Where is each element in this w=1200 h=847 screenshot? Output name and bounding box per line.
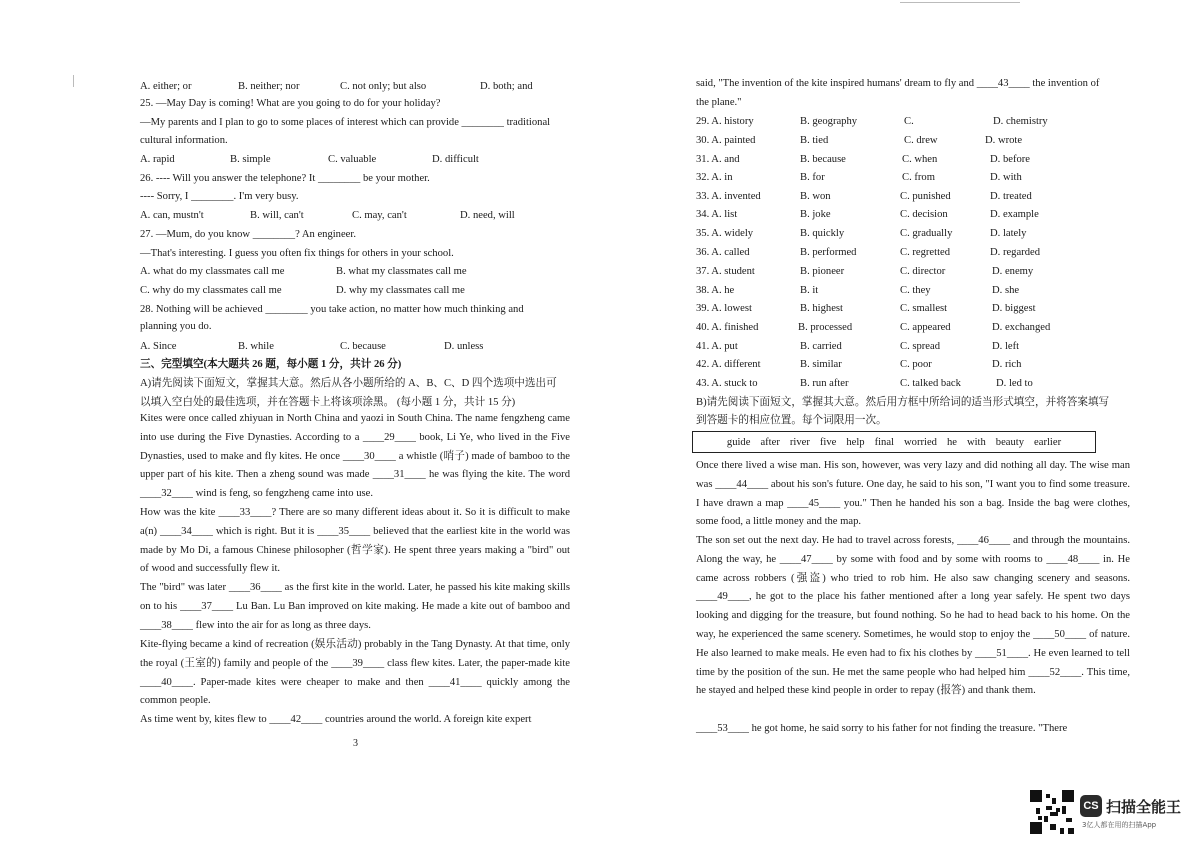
option-q25-opts-0: A. rapid [140,154,175,165]
option-q33-1: B. won [800,191,831,202]
text-line-q27-ans: —That's interesting. I guess you often fix things for others in your school. [140,248,454,259]
paragraph-passage-p5: As time went by, kites flew to ____42____ countries around the world. A foreign kite expert [140,714,532,725]
option-q43-2: C. talked back [900,378,961,389]
word-box [692,431,1096,453]
option-q26-opts-0: A. can, mustn't [140,210,204,221]
option-q26-opts-2: C. may, can't [352,210,407,221]
word-box-item: beauty [995,436,1025,448]
option-q25-opts-1: B. simple [230,154,271,165]
option-q34-3: D. example [990,209,1039,220]
option-q36-2: C. regretted [900,247,951,258]
option-q33-0: 33. A. invented [696,191,761,202]
cs-logo-icon: CS [1080,795,1102,817]
text-line-q25-stem: 25. —May Day is coming! What are you going to do for your holiday? [140,98,441,109]
paragraph-passage-p3: The "bird" was later ____36____ as the first kite in the world. Later, he passed his kite making skills on to his ____37____ Lu Ban. Lu Ban improved on kite making. He made a kite out of bamboo and ____38____ flew into the air for as long as three days. [140,582,570,631]
option-q33-2: C. punished [900,191,951,202]
text-line-sec3-a2: 以填入空白处的最佳选项，并在答题卡上将该项涂黑。 (每小题 1 分，共计 15 分) [140,397,516,408]
option-q32-3: D. with [990,172,1022,183]
option-q34-0: 34. A. list [696,209,738,220]
option-q25-opts-3: D. difficult [432,154,479,165]
camscanner-watermark [1030,790,1190,836]
word-box-item: river [789,436,810,448]
text-line-q27-stem: 27. —Mum, do you know ________? An engineer. [140,229,356,240]
text-line-q28-stem2: planning you do. [140,321,212,332]
paragraph-story-p2: The son set out the next day. He had to travel across forests, ____46____ and through the mountains. Along the way, he ____47____ by some with food and by some with rooms to ____48____ in. He came across robbers (强盗) who tried to rob him. He also saw changing scenery and seasons. ____49____, he got to the place his father mentioned after a long year safely. He spent two days looking and digging for the treasure, but found nothing. So he had to head back to his home. On the way, he experienced the same scenery. Sometimes, he would stop to enjoy the ____50____ of nature. He also learned to make meals. He even had to fix his clothes by ____51____. He even learned to tell time by the position of the sun. He met the same people who had helped him ____52____. This time, he stayed and helped these kind people in order to repay (报答) and thank them. [696,535,1130,697]
option-q31-2: C. when [902,154,938,165]
option-q36-1: B. performed [800,247,857,258]
option-q35-0: 35. A. widely [696,228,754,239]
option-q32-0: 32. A. in [696,172,733,183]
option-q28-opts-1: B. while [238,341,274,352]
word-box-item: he [946,436,957,448]
option-q24-opts-0: A. either; or [140,81,192,92]
option-q29-0: 29. A. history [696,116,754,127]
option-q30-0: 30. A. painted [696,135,756,146]
text-line-q26-ans: ---- Sorry, I ________. I'm very busy. [140,191,299,202]
paragraph-passage-p4: Kite-flying became a kind of recreation (娱乐活动) probably in the Tang Dynasty. At that time, only the royal (王室的) family and people of the ____39____ class flew kites. Later, the paper-made kite ____40____. Paper-made kites were cheaper to make and then ____41____ quickly among the common people. [140,639,570,707]
option-q29-3: D. chemistry [993,116,1048,127]
option-q24-opts-2: C. not only; but also [340,81,427,92]
option-q26-opts-3: D. need, will [460,210,515,221]
text-line-p5-cont1: said, "The invention of the kite inspired humans' dream to fly and ____43____ the invention of [696,78,1100,89]
option-q39-3: D. biggest [992,303,1036,314]
word-box-item: earlier [1034,436,1062,448]
option-q37-0: 37. A. student [696,266,755,277]
word-box-item: after [760,436,780,448]
word-box-item: with [966,436,986,448]
text-line-q25-ans2: cultural information. [140,135,228,146]
brand-name: 扫描全能王 [1106,798,1182,816]
text-line-p5-cont2: the plane." [696,97,742,108]
text-line-q25-ans: —My parents and I plan to go to some places of interest which can provide ________ traditional [140,117,551,128]
paragraph-story-p3: ____53____ he got home, he said sorry to his father for not finding the treasure. "There [696,723,1068,734]
text-line-q26-stem: 26. ---- Will you answer the telephone? It ________ be your mother. [140,173,430,184]
paragraph-story-p1: Once there lived a wise man. His son, however, was very lazy and did nothing all day. The wise man was ____44____ about his son's future. One day, he said to his son, "I want you to find some treasure. I have drawn a map ____45____ you." Then he handed his son a bag. Inside the bag were clothes, some food, a little money and the map. [696,460,1130,528]
option-q24-opts-3: D. both; and [480,81,533,92]
option-q38-2: C. they [900,285,931,296]
option-q39-0: 39. A. lowest [696,303,752,314]
option-q27-optC-1: D. why my classmates call me [336,285,465,296]
text-line-q28-stem: 28. Nothing will be achieved ________ you take action, no matter how much thinking and [140,304,524,315]
scan-edge-mark [73,75,74,87]
option-q42-1: B. similar [800,359,842,370]
option-q33-3: D. treated [990,191,1032,202]
option-q37-3: D. enemy [992,266,1034,277]
option-q30-3: D. wrote [985,135,1023,146]
option-q32-1: B. for [800,172,825,183]
option-q39-1: B. highest [800,303,843,314]
option-q36-3: D. regarded [990,247,1040,258]
option-q32-2: C. from [902,172,935,183]
option-q41-2: C. spread [900,341,941,352]
option-q28-opts-0: A. Since [140,341,177,352]
option-q43-1: B. run after [800,378,849,389]
word-box-item: guide [726,436,751,448]
page-number: 3 [353,738,358,749]
option-q31-3: D. before [990,154,1031,165]
option-q29-2: C. [904,116,914,127]
option-q41-3: D. left [992,341,1020,352]
option-q27-optC-0: C. why do my classmates call me [140,285,282,296]
option-q30-1: B. tied [800,135,829,146]
option-q40-3: D. exchanged [992,322,1051,333]
word-box-item: five [819,436,837,448]
text-line-secB-1: B)请先阅读下面短文，掌握其大意。然后用方框中所给词的适当形式填空，并将答案填写 [696,397,1110,408]
option-q34-1: B. joke [800,209,831,220]
brand-tagline: 3亿人都在用的扫描App [1082,821,1157,829]
option-q25-opts-2: C. valuable [328,154,377,165]
option-q28-opts-2: C. because [340,341,386,352]
option-q27-optA-1: B. what my classmates call me [336,266,467,277]
option-q38-1: B. it [800,285,819,296]
option-q43-3: D. led to [996,378,1033,389]
option-q36-0: 36. A. called [696,247,750,258]
option-q39-2: C. smallest [900,303,948,314]
paragraph-passage-p2: How was the kite ____33____? There are so many different ideas about it. So it is difficult to make a(n) ____34____ which is right. But it is ____35____ believed that the earliest kite in the world was made by Mo Di, a famous Chinese philosopher (哲学家). He spent three years making a "bird" out of wood and successfully flew it. [140,507,570,575]
option-q27-optA-0: A. what do my classmates call me [140,266,285,277]
option-q43-0: 43. A. stuck to [696,378,758,389]
option-q31-1: B. because [800,154,846,165]
paragraph-passage-p1: Kites were once called zhiyuan in North China and yaozi in South China. The name fengzheng came into use during the Five Dynasties. According to a ____29____ book, Li Ye, who lived in the Five Dynasties, used to make and fly kites. He once ____30____ a whistle (哨子) made of bamboo to the upper part of his kite. Then a zheng sound was made ____31____ he was flying the kite. The word ____32____ wind is feng, so fengzheng came into use. [140,413,570,500]
option-q40-2: C. appeared [900,322,951,333]
word-box-item: final [874,436,894,448]
word-box-item: help [846,436,865,448]
option-q40-0: 40. A. finished [696,322,759,333]
option-q24-opts-1: B. neither; nor [238,81,300,92]
text-line-sec3-a1: A)请先阅读下面短文，掌握其大意。然后从各小题所给的 A、B、C、D 四个选项中选出可 [140,378,557,389]
option-q26-opts-1: B. will, can't [250,210,304,221]
text-line-sec3-title: 三、完型填空(本大题共 26 题，每小题 1 分，共计 26 分) [140,359,402,370]
qr-code-icon [1030,790,1074,834]
word-box-item: worried [904,436,937,448]
text-line-secB-2: 到答题卡的相应位置。每个词限用一次。 [696,415,887,426]
option-q42-2: C. poor [900,359,932,370]
option-q42-0: 42. A. different [696,359,761,370]
option-q40-1: B. processed [798,322,853,333]
option-q37-1: B. pioneer [800,266,845,277]
scan-edge-mark [900,2,1020,3]
option-q31-0: 31. A. and [696,154,740,165]
option-q35-1: B. quickly [800,228,845,239]
option-q35-3: D. lately [990,228,1027,239]
option-q41-1: B. carried [800,341,842,352]
option-q38-0: 38. A. he [696,285,735,296]
option-q29-1: B. geography [800,116,858,127]
option-q30-2: C. drew [904,135,938,146]
option-q34-2: C. decision [900,209,948,220]
option-q28-opts-3: D. unless [444,341,484,352]
option-q37-2: C. director [900,266,946,277]
option-q35-2: C. gradually [900,228,953,239]
option-q38-3: D. she [992,285,1020,296]
option-q41-0: 41. A. put [696,341,738,352]
option-q42-3: D. rich [992,359,1022,370]
